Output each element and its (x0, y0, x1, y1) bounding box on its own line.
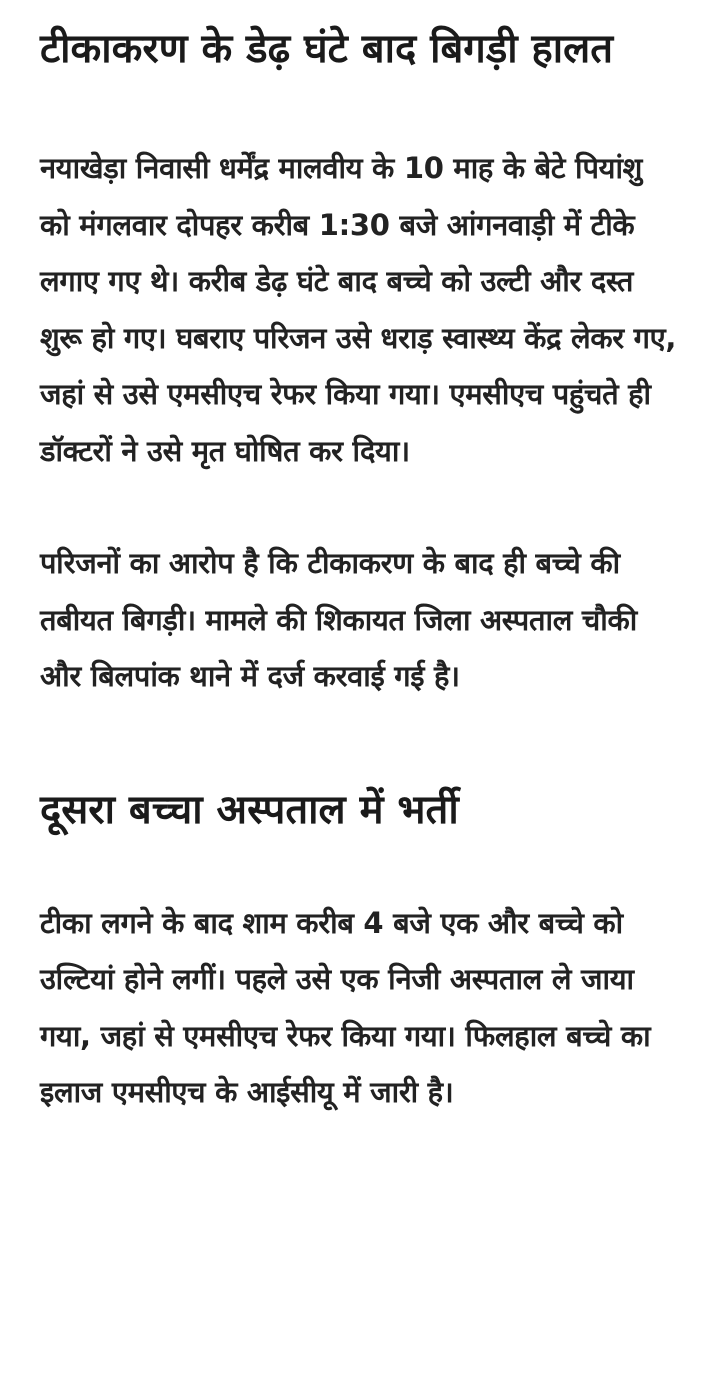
section-vaccination-incident (40, 14, 680, 705)
section-heading: टीकाकरण के डेढ़ घंटे बाद बिगड़ी हालत (40, 26, 614, 72)
section-heading: दूसरा बच्चा अस्पताल में भर्ती (40, 786, 459, 833)
article-paragraph: परिजनों का आरोप है कि टीकाकरण के बाद ही बच्चे की तबीयत बिगड़ी। मामले की शिकायत जिला अस्पताल चौकी और बिलपांक थाने में दर्ज करवाई गई है। (40, 546, 637, 693)
section-second-child (40, 775, 680, 1121)
article-paragraph: टीका लगने के बाद शाम करीब 4 बजे एक और बच्चे को उल्टियां होने लगीं। पहले उसे एक निजी अस्पताल ले जाया गया, जहां से एमसीएच रेफर किया गया। फिलहाल बच्चे का इलाज एमसीएच के आईसीयू में जारी है। (40, 905, 651, 1109)
article-paragraph: नयाखेड़ा निवासी धर्मेंद्र मालवीय के 10 माह के बेटे पियांशु को मंगलवार दोपहर करीब 1:30 बजे आंगनवाड़ी में टीके लगाए गए थे। करीब डेढ़ घंटे बाद बच्चे को उल्टी और दस्त शुरू हो गए। घबराए परिजन उसे धराड़ स्वास्थ्य केंद्र लेकर गए, जहां से उसे एमसीएच रेफर किया गया। एमसीएच पहुंचते ही डॉक्टरों ने उसे मृत घोषित कर दिया। (40, 151, 677, 468)
